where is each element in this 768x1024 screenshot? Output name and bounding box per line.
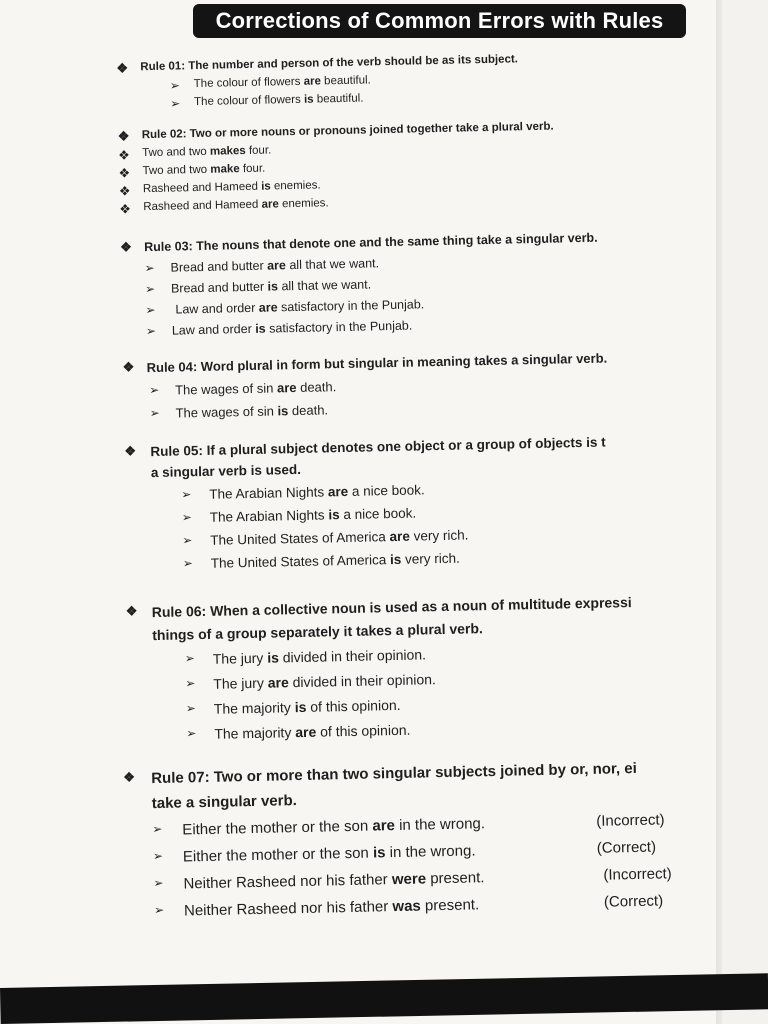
arrow-icon: ➢ [169, 96, 181, 111]
arrow-icon: ➢ [184, 651, 195, 666]
arrow-icon: ➢ [181, 487, 192, 502]
example-line: ➢ The United States of America is very rich. [182, 550, 460, 571]
arrow-icon: ➢ [182, 556, 193, 571]
bullet-icon: ❖ [122, 359, 135, 375]
rule-heading-continued: a singular verb is used. [150, 461, 302, 481]
verdict-label: (Correct) [596, 838, 657, 857]
verdict-label: (Correct) [603, 892, 664, 911]
example-line: ➢ Law and order is satisfactory in the Punjab. [145, 318, 413, 339]
arrow-icon: ➢ [185, 676, 196, 691]
arrow-icon: ➢ [181, 510, 193, 525]
rule-05 [8, 432, 722, 575]
example-line: ❖ Rasheed and Hameed is enemies. [118, 179, 321, 199]
rule-03 [4, 228, 722, 341]
example-line: ➢ The United States of America are very rich. [182, 527, 469, 548]
rule-06 [12, 592, 722, 746]
example-line: ➢ The jury are divided in their opinion. [185, 671, 437, 692]
example-line: ➢ The colour of flowers is beautiful. [169, 92, 364, 111]
rule-heading: Rule 03: The nouns that denote one and the same thing take a singular verb. [143, 230, 598, 255]
arrow-icon: ➢ [153, 902, 165, 918]
arrow-icon: ➢ [148, 382, 160, 398]
rule-04 [7, 348, 722, 424]
bullet-icon: ❖ [116, 60, 129, 76]
example-line: ➢ The Arabian Nights are a nice book. [181, 482, 425, 502]
rule-01 [0, 49, 722, 112]
example-line: ➢ Either the mother or the son are in the wrong. (Incorrect) [152, 811, 665, 839]
bullet-icon: ❖ [124, 443, 137, 459]
rule-heading: Rule 07: Two or more than two singular subjects joined by or, nor, ei [151, 759, 637, 788]
rule-heading-continued: things of a group separately it takes a plural verb. [152, 620, 484, 644]
example-line: ➢ The Arabian Nights is a nice book. [181, 505, 417, 525]
arrow-icon: ➢ [186, 726, 197, 741]
rule-heading: Rule 04: Word plural in form but singular in meaning takes a singular verb. [146, 350, 608, 376]
bullet-icon: ❖ [119, 239, 132, 255]
rule-07 [15, 758, 722, 923]
arrow-icon: ➢ [149, 405, 160, 421]
example-line: ❖ Two and two makes four. [118, 144, 272, 163]
rule-02 [2, 117, 722, 216]
rule-heading: Rule 01: The number and person of the verb should be as its subject. [140, 53, 519, 74]
rule-heading-continued: take a singular verb. [151, 792, 298, 813]
arrow-icon: ➢ [145, 302, 156, 318]
arrow-icon: ➢ [144, 281, 156, 297]
example-line: ➢ Law and order are satisfactory in the Punjab. [145, 297, 425, 318]
example-line: ❖ Rasheed and Hameed are enemies. [119, 197, 329, 217]
rule-heading: Rule 05: If a plural subject denotes one object or a group of objects is t [150, 434, 606, 460]
bullet-icon: ❖ [117, 128, 130, 144]
arrow-icon: ➢ [169, 78, 180, 93]
example-line: ➢ The colour of flowers are beautiful. [169, 74, 371, 93]
bullet-icon: ❖ [118, 183, 131, 199]
arrow-icon: ➢ [185, 701, 197, 716]
bullet-icon: ❖ [123, 769, 136, 785]
bullet-icon: ❖ [118, 147, 131, 163]
arrow-icon: ➢ [144, 260, 155, 276]
arrow-icon: ➢ [182, 533, 193, 548]
page-title: Corrections of Common Errors with Rules [193, 4, 686, 38]
arrow-icon: ➢ [153, 875, 164, 891]
bullet-icon: ❖ [125, 603, 138, 619]
example-line: ➢ Neither Rasheed nor his father was present. (Correct) [153, 892, 664, 920]
example-line: ➢ Neither Rasheed nor his father were present. (Incorrect) [153, 865, 672, 893]
example-line: ➢ The jury is divided in their opinion. [184, 646, 427, 667]
rule-heading: Rule 06: When a collective noun is used as a noun of multitude expressi [151, 594, 632, 621]
arrow-icon: ➢ [152, 848, 164, 864]
rule-heading: Rule 02: Two or more nouns or pronouns joined together take a plural verb. [141, 120, 554, 142]
verdict-label: (Incorrect) [603, 865, 672, 884]
example-line: ➢ Bread and butter is all that we want. [144, 277, 372, 297]
bullet-icon: ❖ [119, 201, 132, 217]
arrow-icon: ➢ [152, 821, 163, 837]
example-line: ➢ The majority are of this opinion. [186, 721, 411, 742]
example-line: ➢ The wages of sin are death. [148, 379, 337, 398]
example-line: ➢ The wages of sin is death. [149, 402, 329, 421]
arrow-icon: ➢ [145, 323, 157, 339]
example-line: ❖ Two and two make four. [118, 162, 266, 181]
example-line: ➢ Either the mother or the son is in the wrong. (Correct) [152, 838, 657, 866]
verdict-label: (Incorrect) [596, 811, 665, 830]
example-line: ➢ The majority is of this opinion. [185, 696, 401, 717]
bullet-icon: ❖ [118, 165, 131, 181]
example-line: ➢ Bread and butter are all that we want. [144, 256, 380, 276]
